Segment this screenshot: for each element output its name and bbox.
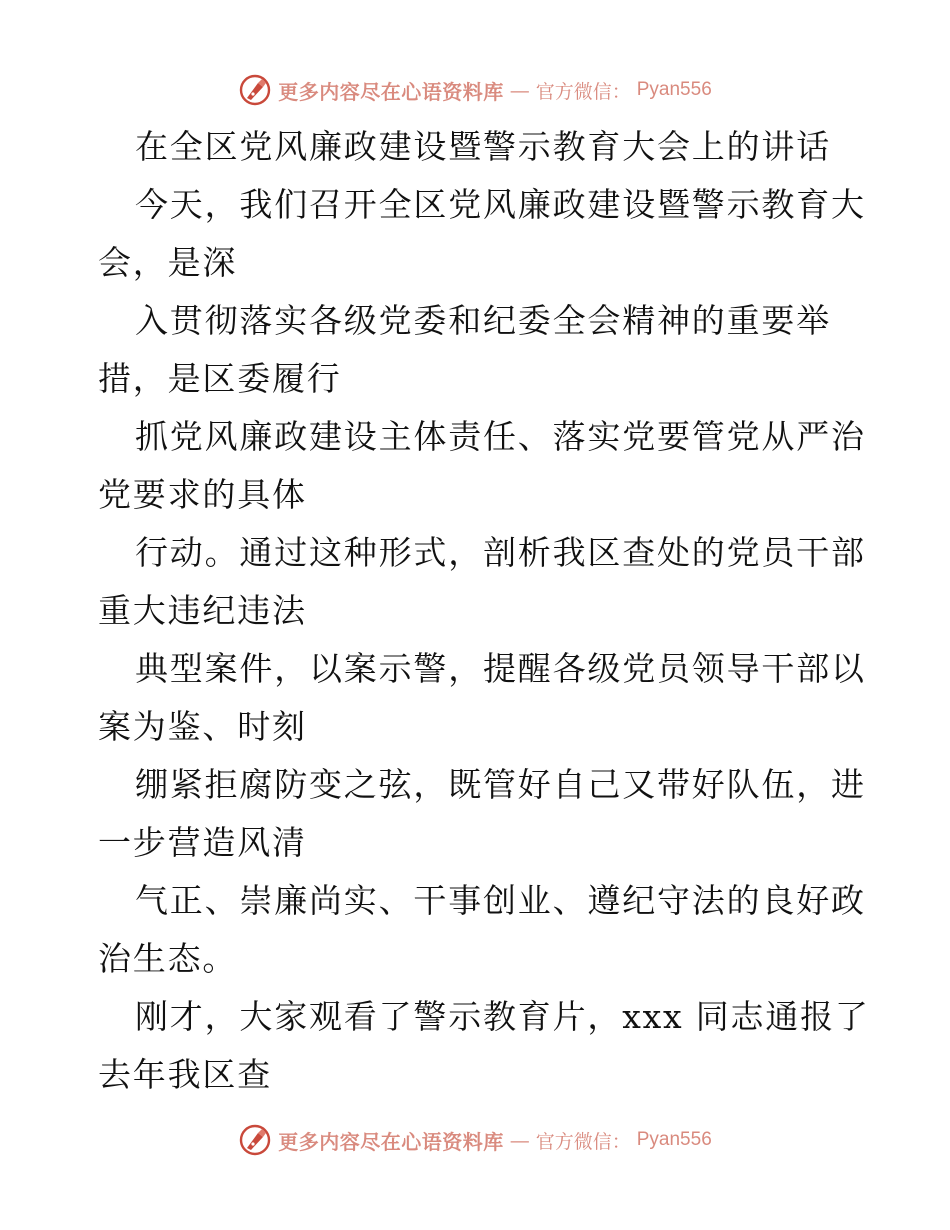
banner-handle: Pyan556 [636, 79, 712, 100]
text-line: 案为鉴、时刻 [98, 707, 307, 746]
header-banner [0, 70, 950, 110]
text-line: 今天，我们召开全区党风廉政建设暨警示教育大 [135, 185, 866, 224]
text-line: 重大违纪违法 [98, 591, 307, 630]
banner-label: 官方微信： [535, 1130, 631, 1153]
text-line: 措，是区委履行 [98, 359, 342, 398]
pen-nib-logo-icon [238, 1123, 272, 1157]
pen-nib-logo-icon [238, 73, 272, 107]
text-line: 气正、崇廉尚实、干事创业、遵纪守法的良好政 [135, 881, 866, 920]
banner-brand: 更多内容尽在心语资料库 [278, 1129, 504, 1154]
banner-separator: — [509, 1128, 530, 1152]
text-line: 抓党风廉政建设主体责任、落实党要管党从严治 [135, 417, 866, 456]
banner-handle: Pyan556 [636, 1129, 712, 1150]
text-line: 行动。通过这种形式，剖析我区查处的党员干部 [135, 533, 866, 572]
banner-brand: 更多内容尽在心语资料库 [278, 79, 504, 104]
text-line: 党要求的具体 [98, 475, 307, 514]
text-line: 绷紧拒腐防变之弦，既管好自己又带好队伍，进 [135, 765, 866, 804]
footer-banner [0, 1120, 950, 1160]
text-line: 治生态。 [98, 939, 238, 978]
banner-separator: — [509, 78, 530, 102]
document-title: 在全区党风廉政建设暨警示教育大会上的讲话 [135, 127, 831, 166]
text-line: 刚才，大家观看了警示教育片，xxx 同志通报了 [135, 997, 870, 1036]
banner-label: 官方微信： [535, 80, 631, 103]
text-line: 典型案件，以案示警，提醒各级党员领导干部以 [135, 649, 866, 688]
text-line: 一步营造风清 [98, 823, 307, 862]
text-line: 入贯彻落实各级党委和纪委全会精神的重要举 [135, 301, 831, 340]
text-line: 去年我区查 [98, 1055, 272, 1094]
text-line: 会，是深 [98, 243, 238, 282]
